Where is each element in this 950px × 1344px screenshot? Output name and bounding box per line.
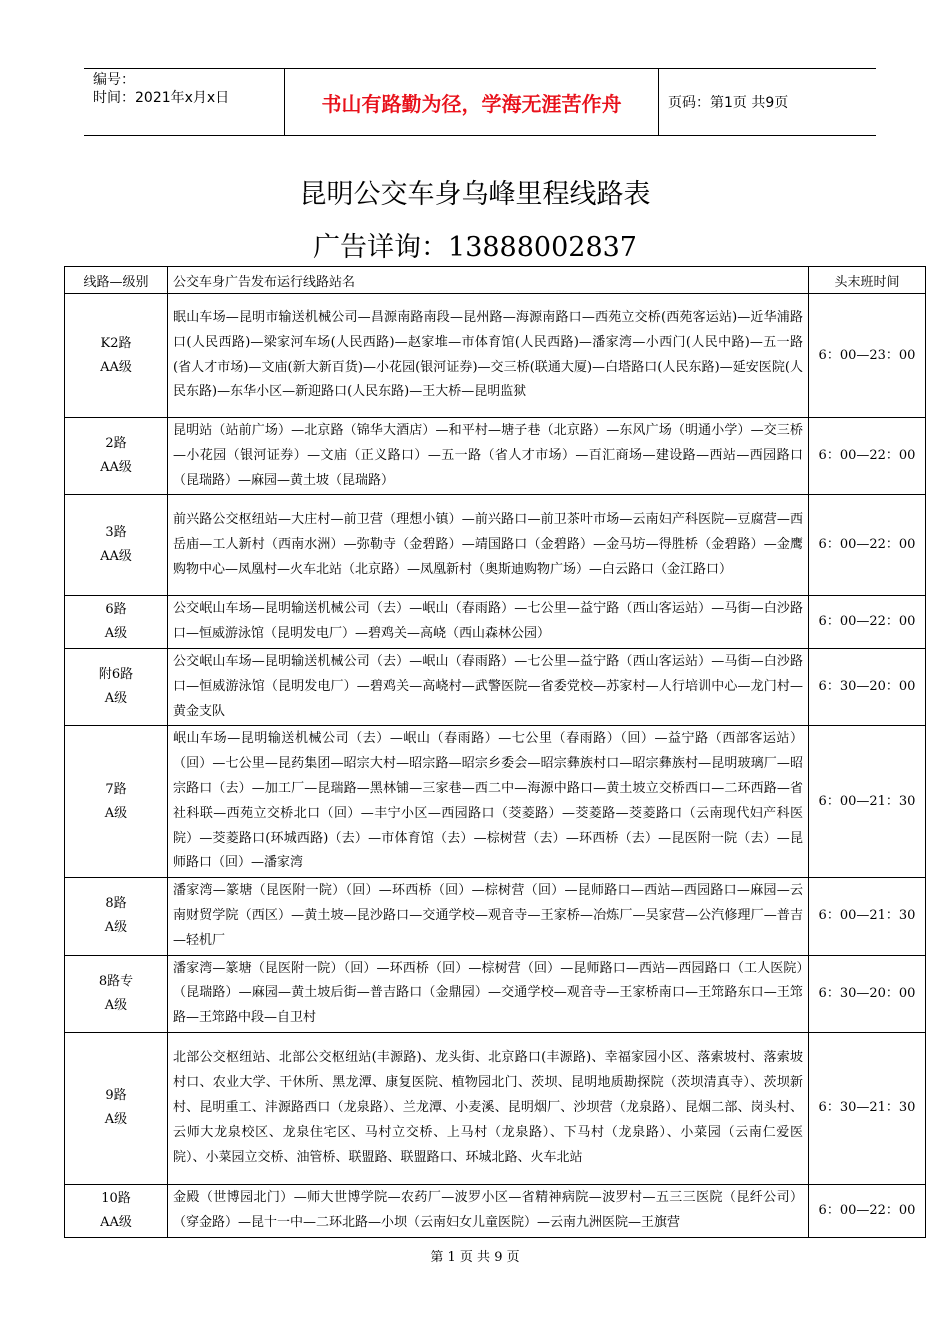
- time-cell: 6：00—22：00: [809, 596, 926, 649]
- page-footer: 第 1 页 共 9 页: [430, 1250, 520, 1265]
- table-row: [65, 418, 926, 495]
- time-cell: 6：00—22：00: [809, 418, 926, 495]
- route-name: 8路: [105, 896, 127, 912]
- route-cell: [65, 648, 168, 725]
- time-label: 时间：2021年x月x日: [93, 90, 230, 106]
- time-cell: 6：00—22：00: [809, 495, 926, 596]
- route-name: 3路: [105, 525, 127, 541]
- route-level: AA级: [100, 460, 132, 476]
- route-name: 附6路: [98, 667, 134, 683]
- table-row: [65, 1032, 926, 1184]
- document-header: [84, 68, 876, 136]
- header-time: 头末班时间: [809, 267, 926, 294]
- stops-cell: 公交岷山车场—昆明输送机械公司（去）—岷山（春雨路）—七公里—益宁路（西山客运站）—马街—白沙路口—恒威游泳馆（昆明发电厂）—碧鸡关—高峣（西山森林公园）: [168, 596, 809, 649]
- table-row: [65, 294, 926, 418]
- stops-cell: 前兴路公交枢纽站—大庄村—前卫营（理想小镇）—前兴路口—前卫茶叶市场—云南妇产科医院—豆腐营—西岳庙—工人新村（西南水洲）—弥勒寺（金碧路）—靖国路口（金碧路）—金马坊—得胜桥（金碧路）—金鹰购物中心—凤凰村—火车北站（北京路）—凤凰新村（奥斯迪购物广场）—白云路口（金江路口）: [168, 495, 809, 596]
- route-cell: [65, 596, 168, 649]
- route-cell: [65, 1032, 168, 1184]
- stops-cell: 金殿（世博园北门）—师大世博学院—农药厂—波罗小区—省精神病院—波罗村—五三三医院（昆纤公司）（穿金路）—昆十一中—二环北路—小坝（云南妇女儿童医院）—云南九洲医院—王旗营: [168, 1184, 809, 1237]
- page-subtitle: 广告详询：13888002837: [313, 232, 637, 263]
- route-cell: [65, 878, 168, 955]
- stops-cell: 眠山车场—昆明市输送机械公司—昌源南路南段—昆州路—海源南路口—西苑立交桥(西苑客运站)—近华浦路口(人民西路)—梁家河车场(人民西路)—赵家堆—市体育馆(人民西路)—潘家湾—小西门(人民中路)—五一路(省人才市场)—文庙(新大新百货)—小花园(银河证券)—交三桥(联通大厦)—白塔路口(人民东路)—延安医院(人民东路)—东华小区—新迎路口(人民东路)—王大桥—昆明监狱: [168, 294, 809, 418]
- table-row: [65, 1184, 926, 1237]
- time-cell: 6：00—22：00: [809, 1184, 926, 1237]
- stops-cell: 北部公交枢纽站、北部公交枢纽站(丰源路)、龙头街、北京路口(丰源路)、幸福家园小区、落索坡村、落索坡村口、农业大学、干休所、黑龙潭、康复医院、植物园北门、茨坝、昆明地质勘探院（茨坝清真寺）、茨坝新村、昆明重工、沣源路西口（龙泉路）、兰龙潭、小麦溪、昆明烟厂、沙坝营（龙泉路）、昆烟二部、岗头村、云师大龙泉校区、龙泉住宅区、马村立交桥、上马村（龙泉路）、下马村（龙泉路）、小菜园（云南仁爱医院）、小菜园立交桥、油管桥、联盟路、联盟路口、环城北路、火车北站: [168, 1032, 809, 1184]
- route-level: A级: [104, 920, 128, 936]
- route-name: 10路: [101, 1190, 131, 1206]
- header-page-label: 页码：第1页 共9页: [668, 95, 789, 111]
- time-cell: 6：00—23：00: [809, 294, 926, 418]
- route-name: 2路: [105, 436, 127, 452]
- time-cell: 6：30—20：00: [809, 955, 926, 1032]
- table-row: [65, 648, 926, 725]
- header-stops: 公交车身广告发布运行线路站名: [168, 267, 809, 294]
- stops-cell: 昆明站（站前广场）—北京路（锦华大酒店）—和平村—塘子巷（北京路）—东风广场（明通小学）—交三桥—小花园（银河证券）—文庙（正义路口）—五一路（省人才市场）—百汇商场—建设路—西站—西园路口（昆瑞路）—麻园—黄土坡（昆瑞路）: [168, 418, 809, 495]
- stops-cell: 潘家湾—篆塘（昆医附一院）（回）—环西桥（回）—棕树营（回）—昆师路口—西站—西园路口（工人医院）（昆瑞路）—麻园—黄土坡后街—普吉路口（金鼎园）—交通学校—观音寺—王家桥南口—王筇路东口—王筇路—王筇路中段—自卫村: [168, 955, 809, 1032]
- route-name: 9路: [105, 1088, 127, 1104]
- stops-cell: 岷山车场—昆明输送机械公司（去）—岷山（春雨路）—七公里（春雨路）（回）—益宁路（西部客运站）（回）—七公里—昆药集团—昭宗大村—昭宗路—昭宗乡委会—昭宗彝族村口—昭宗彝族村—昆明玻璃厂—昭宗路口（去）—加工厂—昆瑞路—黑林铺—三家巷—西二中—海源中路口—黄土坡立交桥西口—二环西路—省社科联—西苑立交桥北口（回）—丰宁小区—西园路口（茭菱路）—茭菱路—茭菱路口（云南现代妇产科医院）—茭菱路口(环城西路)（去）—市体育馆（去）—棕树营（去）—环西桥（去）—昆医附一院（去）—昆师路口（回）—潘家湾: [168, 726, 809, 878]
- route-cell: [65, 294, 168, 418]
- table-row: [65, 726, 926, 878]
- header-route-level: 线路—级别: [65, 267, 168, 294]
- route-cell: [65, 418, 168, 495]
- route-level: AA级: [100, 549, 132, 565]
- route-name: K2路: [100, 335, 132, 351]
- route-level: A级: [104, 1112, 128, 1128]
- route-level: A级: [104, 691, 128, 707]
- route-table: [64, 266, 926, 1238]
- route-level: A级: [104, 997, 128, 1013]
- time-cell: 6：30—21：30: [809, 1032, 926, 1184]
- route-cell: [65, 955, 168, 1032]
- route-level: A级: [104, 626, 128, 642]
- table-row: [65, 878, 926, 955]
- route-cell: [65, 1184, 168, 1237]
- time-cell: 6：00—21：30: [809, 878, 926, 955]
- route-cell: [65, 726, 168, 878]
- stops-cell: 公交岷山车场—昆明输送机械公司（去）—岷山（春雨路）—七公里—益宁路（西山客运站）—马街—白沙路口—恒威游泳馆（昆明发电厂）—碧鸡关—高峣村—武警医院—省委党校—苏家村—人行培训中心—龙门村—黄金支队: [168, 648, 809, 725]
- route-name: 6路: [105, 602, 127, 618]
- route-name: 8路专: [98, 973, 134, 989]
- route-level: AA级: [100, 359, 132, 375]
- table-row: [65, 596, 926, 649]
- route-cell: [65, 495, 168, 596]
- route-level: AA级: [100, 1214, 132, 1230]
- table-header-row: [65, 267, 926, 294]
- route-level: A级: [104, 805, 128, 821]
- time-cell: 6：00—21：30: [809, 726, 926, 878]
- table-row: [65, 955, 926, 1032]
- route-name: 7路: [105, 781, 127, 797]
- header-motto: 书山有路勤为径，学海无涯苦作舟: [284, 69, 659, 135]
- table-row: [65, 495, 926, 596]
- page-title: 昆明公交车身乌峰里程线路表: [299, 179, 651, 210]
- stops-cell: 潘家湾—篆塘（昆医附一院）（回）—环西桥（回）—棕树营（回）—昆师路口—西站—西园路口—麻园—云南财贸学院（西区）—黄土坡—昆沙路口—交通学校—观音寺—王家桥—冶炼厂—吴家营—公汽修理厂—普吉—轻机厂: [168, 878, 809, 955]
- time-cell: 6：30—20：00: [809, 648, 926, 725]
- serial-label: 编号：: [93, 72, 135, 88]
- header-meta: [84, 69, 284, 135]
